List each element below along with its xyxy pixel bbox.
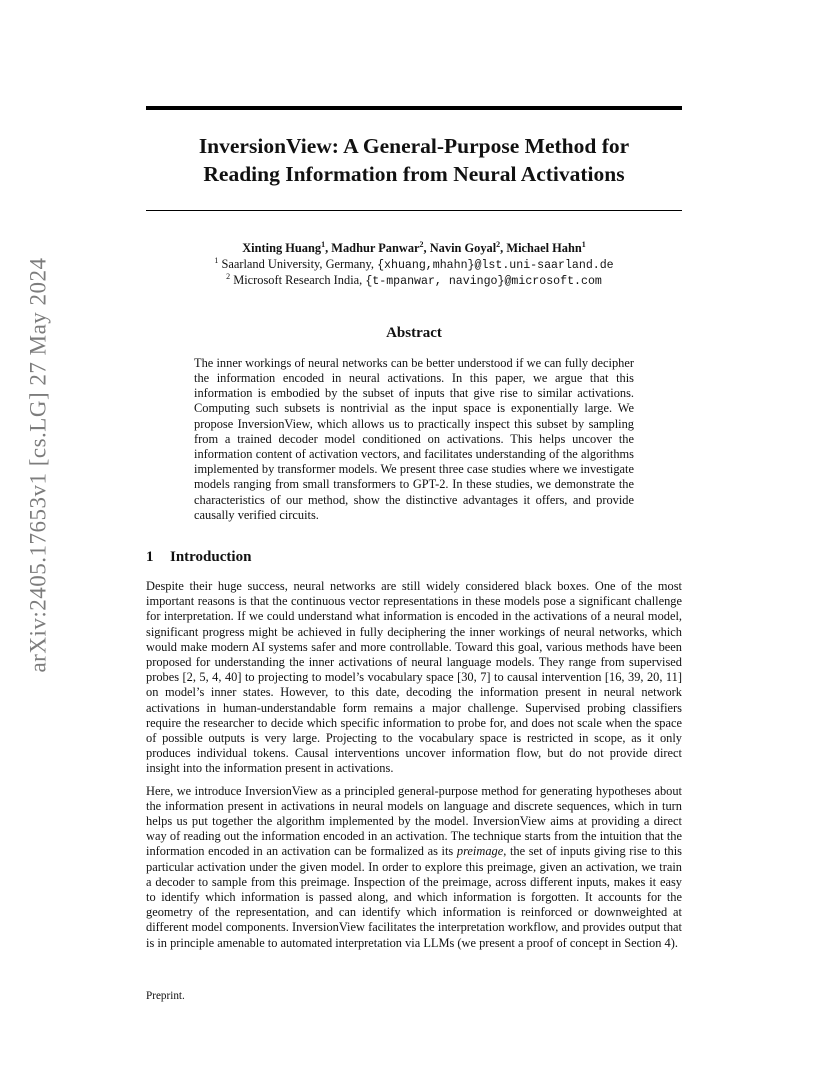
author-block xyxy=(146,241,682,290)
abstract-text: The inner workings of neural networks can be better understood if we can fully decipher the information encoded in neural activations. In this paper, we argue that this information is embodied by the subset of inputs that give rise to similar activations. Computing such subsets is nontrivial as the input space is exponentially large. We propose InversionView, which allows us to practically inspect this subset by sampling from a trained decoder model conditioned on activations. This helps uncover the information content of activation vectors, and facilitates understanding of the algorithms implemented by transformer models. We present three case studies where we investigate models ranging from small transformers to GPT-2. In these studies, we demonstrate the characteristics of our method, show the distinctive advantages it offers, and provide causally verified circuits. xyxy=(194,355,634,522)
affiliation-2-email[interactable]: {t-mpanwar, navingo}@microsoft.com xyxy=(365,275,602,289)
preimage-term: preimage xyxy=(456,844,504,859)
arxiv-identifier-text: arXiv:2405.17653v1 [cs.LG] 27 May 2024 xyxy=(26,257,51,673)
title-bottom-rule xyxy=(146,210,682,211)
footer-preprint: Preprint. xyxy=(146,990,185,1002)
paper-first-page xyxy=(146,106,682,951)
title-line-1: InversionView: A General-Purpose Method for xyxy=(198,134,630,158)
section-heading-introduction xyxy=(146,549,682,566)
title-top-rule xyxy=(146,106,682,110)
intro-paragraph-2: Here, we introduce InversionView as a principled general-purpose method for generating hypotheses about the information present in activations in neural models on language and discrete sequences, which in turn helps us put together the algorithm implemented by the model. InversionView aims at providing a direct way of reading out the information encoded in an activation. The technique starts from the intuition that the information encoded in an activation can be formalized as its preimage, the set of inputs giving rise to this particular activation under the given model. In order to explore this preimage, given an activation, we train a decoder to sample from this preimage. Inspection of the preimage, across different inputs, makes it easy to identify which information is passed along, and which information is forgotten. It accounts for the geometry of the representation, and can identify which information is reinforced or downweighted at different model components. InversionView facilitates the interpretation workflow, and provides output that is in principle amenable to automated interpretation via LLMs (we present a proof of concept in Section 4). xyxy=(146,783,682,950)
intro-paragraph-1: Despite their huge success, neural networks are still widely considered black boxes. One of the most important reasons is that the continuous vector representations in these models pose a significant challenge for interpretation. If we could understand what information is encoded in the activations of a neural model, significant progress might be achieved in fully deciphering the inner workings of neural networks, which would make modern AI systems safer and more controllable. Toward this goal, various methods have been proposed for understanding the inner activations of neural language models. They range from supervised probes [2, 5, 4, 40] to projecting to model’s vocabulary space [30, 7] to causal intervention [16, 39, 20, 11] on model’s inner states. However, to this date, decoding the information present in neural network activations in human-understandable form remains a major challenge. Supervised probing classifiers require the researcher to decide which specific information to probe for, and does not scale when the space of possible outputs is very large. Projecting to the vocabulary space is restricted in scope, as it only produces individual tokens. Causal interventions uncover information flow, but do not provide direct insight into the information present in activations. xyxy=(146,578,682,776)
affiliation-1-email[interactable]: {xhuang,mhahn}@lst.uni-saarland.de xyxy=(377,258,614,272)
affiliation-2: $^2$ Microsoft Research India, {t-mpanwar, navingo}@microsoft.com xyxy=(226,272,602,289)
arxiv-identifier-stamp xyxy=(22,257,56,673)
affiliation-1: $^1$ Saarland University, Germany, {xhuang,mhahn}@lst.uni-saarland.de xyxy=(214,255,614,272)
author-name: Madhur Panwar xyxy=(331,241,420,256)
section-number: 1 xyxy=(146,548,154,565)
paper-title xyxy=(146,132,682,188)
title-line-2: Reading Information from Neural Activations xyxy=(203,162,625,186)
author-name: Michael Hahn xyxy=(506,241,582,256)
author-name: Xinting Huang xyxy=(242,241,322,256)
author-name: Navin Goyal xyxy=(429,241,497,256)
author-names: Xinting Huang$^1$, Madhur Panwar$^2$, Navin Goyal$^2$, Michael Hahn$^1$ xyxy=(242,240,586,256)
abstract-heading: Abstract xyxy=(386,324,442,341)
section-title: Introduction xyxy=(170,548,252,565)
